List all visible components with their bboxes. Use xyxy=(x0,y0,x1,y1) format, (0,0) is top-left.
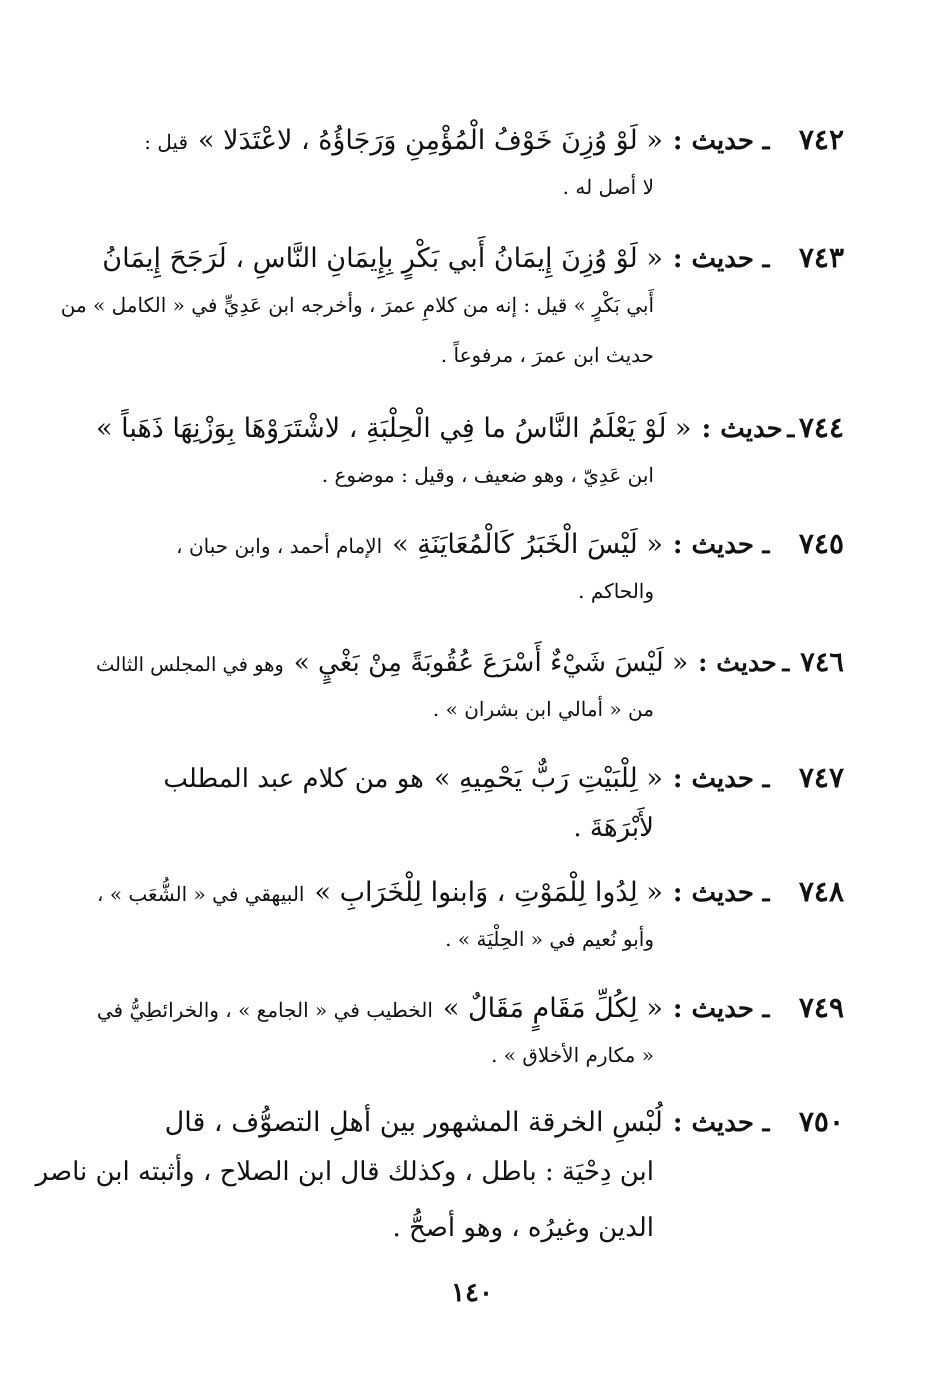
entry-dash: ـ xyxy=(787,414,795,443)
continuation-line: حديث ابن عمرَ ، مرفوعاً . xyxy=(440,343,654,367)
entry-first-line xyxy=(96,1100,844,1144)
entry-dash: ـ xyxy=(762,1108,770,1137)
entry-number: ٧٤٧ xyxy=(798,761,844,794)
hadith-text: « لِدُوا لِلْمَوْتِ ، وَابنوا لِلْخَرَابِ » xyxy=(314,877,663,908)
hadith-keyword: حديث : xyxy=(672,764,754,794)
entry-number: ٧٤٩ xyxy=(798,991,844,1024)
entry-number: ٧٤٣ xyxy=(798,241,844,274)
hadith-keyword: حديث : xyxy=(672,1108,754,1138)
continuation-line: والحاكم . xyxy=(578,579,654,603)
continuation-line: وأبو نُعيم في « الحِلْيَة » . xyxy=(445,927,654,951)
entry-first-line xyxy=(96,640,844,684)
hadith-entry-743 xyxy=(60,236,844,380)
hadith-entry-746 xyxy=(96,640,844,734)
page-number: ١٤٠ xyxy=(451,1278,493,1308)
hadith-keyword: حديث : xyxy=(672,994,754,1024)
continuation-line: الدين وغيرُه ، وهو أصحُّ . xyxy=(392,1213,654,1243)
entry-dash: ـ xyxy=(762,878,770,907)
continuation-line: ابن دِحْيَة : باطل ، وكذلك قال ابن الصلاح ، وأثبته ابن ناصر xyxy=(35,1157,654,1187)
hadith-keyword: حديث : xyxy=(672,530,754,560)
hadith-text: لُبْسِ الخرقة المشهور بين أهلِ التصوُّف ، قال xyxy=(164,1107,663,1138)
entry-number: ٧٥٠ xyxy=(798,1105,844,1138)
entry-first-line xyxy=(96,986,844,1030)
entry-dash: ـ xyxy=(762,530,770,559)
hadith-keyword: حديث : xyxy=(672,126,754,156)
hadith-text: « لِكُلِّ مَقَامٍ مَقَالٌ » xyxy=(442,993,663,1024)
hadith-commentary: الإمام أحمد ، وابن حبان ، xyxy=(176,534,383,558)
hadith-commentary: وهو في المجلس الثالث xyxy=(96,653,284,676)
entry-dash: ـ xyxy=(762,126,770,155)
continuation-line: لا أصل له . xyxy=(562,175,654,199)
hadith-entry-749 xyxy=(96,986,844,1080)
hadith-entry-747 xyxy=(96,756,844,856)
entry-number: ٧٤٨ xyxy=(798,875,844,908)
hadith-commentary: قيل : xyxy=(144,130,189,154)
entry-number: ٧٤٥ xyxy=(798,527,844,560)
hadith-text: « لَوْ وُزِنَ إِيمَانُ أَبي بَكْرٍ بِإِيمَانِ النَّاسِ ، لَرَجَحَ إِيمَانُ xyxy=(102,243,663,274)
entry-number: ٧٤٢ xyxy=(798,123,844,156)
hadith-commentary: هو من كلام عبد المطلب xyxy=(163,764,424,794)
continuation-line: من « أمالي ابن بشران » . xyxy=(432,697,654,721)
hadith-keyword: حديث : xyxy=(701,414,783,444)
hadith-keyword: حديث : xyxy=(672,244,754,274)
entry-number: ٧٤٤ xyxy=(798,411,844,444)
hadith-commentary: الخطيب في « الجامع » ، والخرائطِيُّ في xyxy=(96,998,433,1022)
hadith-entry-742 xyxy=(96,118,844,212)
hadith-keyword: حديث : xyxy=(698,647,777,677)
hadith-commentary: البيهقي في « الشُّعَب » ، xyxy=(97,882,305,906)
hadith-text: « لَوْ وُزِنَ خَوْفُ الْمُؤْمِنِ وَرَجَاؤُهُ ، لاعْتَدَلا » xyxy=(198,125,663,156)
entry-dash: ـ xyxy=(762,244,770,273)
continuation-line: ابن عَدِيّ ، وهو ضعيف ، وقيل : موضوع . xyxy=(321,463,654,487)
entry-number: ٧٤٦ xyxy=(800,646,844,678)
entry-first-line xyxy=(96,118,844,162)
hadith-entry-748 xyxy=(96,870,844,964)
entry-first-line xyxy=(96,756,844,800)
entry-dash: ـ xyxy=(782,650,790,677)
continuation-line: لأَبْرَهَةَ . xyxy=(573,813,654,843)
entry-first-line xyxy=(96,406,844,450)
entry-first-line xyxy=(96,870,844,914)
hadith-text: « لَيْسَ الْخَبَرُ كَالْمُعَايَنَةِ » xyxy=(392,529,663,560)
hadith-entry-745 xyxy=(96,522,844,616)
continuation-line: أَبي بَكْرٍ » قيل : إنه من كلامِ عمرَ ، وأخرجه ابن عَدِيٍّ في « الكامل » من xyxy=(60,293,654,317)
hadith-keyword: حديث : xyxy=(672,878,754,908)
hadith-text: « لَيْسَ شَيْءٌ أَسْرَعَ عُقُوبَةً مِنْ بَغْيٍ » xyxy=(293,648,689,678)
entry-first-line xyxy=(96,522,844,566)
entry-dash: ـ xyxy=(762,764,770,793)
hadith-text: « لَوْ يَعْلَمُ النَّاسُ ما فِي الْحِلْبَةِ ، لاشْتَرَوْهَا بِوَزْنِهَا ذَهَباً » xyxy=(96,413,692,444)
hadith-entry-744 xyxy=(96,406,844,500)
hadith-entry-750 xyxy=(35,1100,844,1256)
continuation-line: « مكارم الأخلاق » . xyxy=(491,1043,654,1067)
hadith-text: « لِلْبَيْتِ رَبٌّ يَحْمِيهِ » xyxy=(433,763,663,794)
entry-first-line xyxy=(96,236,844,280)
entry-dash: ـ xyxy=(762,994,770,1023)
